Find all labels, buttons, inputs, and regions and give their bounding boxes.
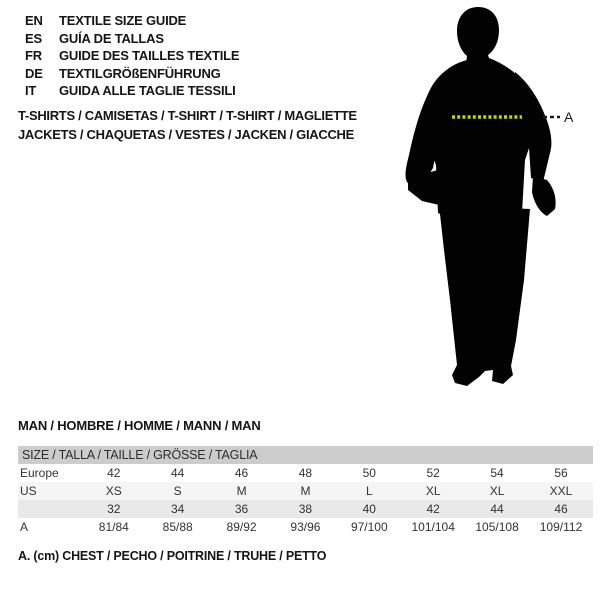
size-value-cell: 81/84 [98,520,129,534]
size-value-cell: 44 [465,500,529,518]
measurement-footnote: A. (cm) CHEST / PECHO / POITRINE / TRUHE / PETTO [18,549,327,563]
table-row [18,464,593,482]
language-code: DE [25,65,43,81]
table-header-row [18,446,593,464]
size-value-cell: 54 [490,466,504,480]
language-label: GUÍA DE TALLAS [59,30,164,46]
table-header-cell: SIZE / TALLA / TAILLE / GRÖSSE / TAGLIA [18,446,593,464]
language-code: IT [25,83,37,99]
language-row [25,30,239,48]
language-row [25,65,239,83]
size-value-cell: 48 [298,466,313,480]
man-silhouette [406,7,556,386]
size-value-cell: 85/88 [162,520,193,534]
category-line-tshirts: T-SHIRTS / CAMISETAS / T-SHIRT / T-SHIRT / MAGLIETTE [18,108,357,123]
size-table [18,446,593,536]
size-value-cell: 101/104 [411,520,455,534]
size-value-cell: 38 [274,500,338,518]
size-value-cell: 109/112 [539,520,583,534]
table-row [18,500,593,518]
section-title: MAN / HOMBRE / HOMME / MANN / MAN [18,418,261,433]
category-lines [18,106,357,144]
language-code: FR [25,48,42,64]
row-label-cell: A [20,520,29,534]
language-label: GUIDA ALLE TAGLIE TESSILI [59,83,236,99]
row-label-cell: US [18,482,82,500]
size-value-cell: 89/92 [226,520,257,534]
row-label-cell [18,500,82,518]
language-list [25,12,239,100]
man-silhouette-svg [400,0,600,392]
size-value-cell: M [274,482,338,500]
language-row [25,47,239,65]
size-value-cell: 34 [146,500,210,518]
language-label: TEXTILGRÖßENFÜHRUNG [59,65,221,81]
size-value-cell: M [210,482,274,500]
size-value-cell: 50 [362,466,376,480]
size-value-cell: 40 [337,500,401,518]
size-value-cell: 52 [426,466,440,480]
size-value-cell: XL [401,482,465,500]
size-value-cell: 36 [210,500,274,518]
size-value-cell: 44 [171,466,185,480]
size-value-cell: 105/108 [475,520,519,534]
language-row [25,82,239,100]
man-silhouette-figure [400,0,600,392]
category-line-jackets: JACKETS / CHAQUETAS / VESTES / JACKEN / GIACCHE [18,127,354,142]
size-value-cell: 97/100 [350,520,388,534]
language-label: TEXTILE SIZE GUIDE [59,13,187,28]
table-row [18,482,593,500]
size-value-cell: 46 [529,500,593,518]
table-row [18,518,593,536]
size-value-cell: 42 [401,500,465,518]
language-code: ES [25,30,42,46]
row-label-cell: Europe [20,466,59,480]
size-value-cell: XL [465,482,529,500]
size-value-cell: 93/96 [290,520,321,534]
language-code: EN [25,13,43,28]
size-value-cell: XS [82,482,146,500]
language-row [25,12,239,30]
size-value-cell: 56 [554,466,568,480]
size-value-cell: XXL [529,482,593,500]
size-value-cell: 32 [82,500,146,518]
size-value-cell: L [337,482,401,500]
size-value-cell: 46 [234,466,249,480]
measure-label-a: A [564,109,574,125]
size-value-cell: 42 [107,466,121,480]
size-value-cell: S [146,482,210,500]
language-label: GUIDE DES TAILLES TEXTILE [59,48,240,64]
